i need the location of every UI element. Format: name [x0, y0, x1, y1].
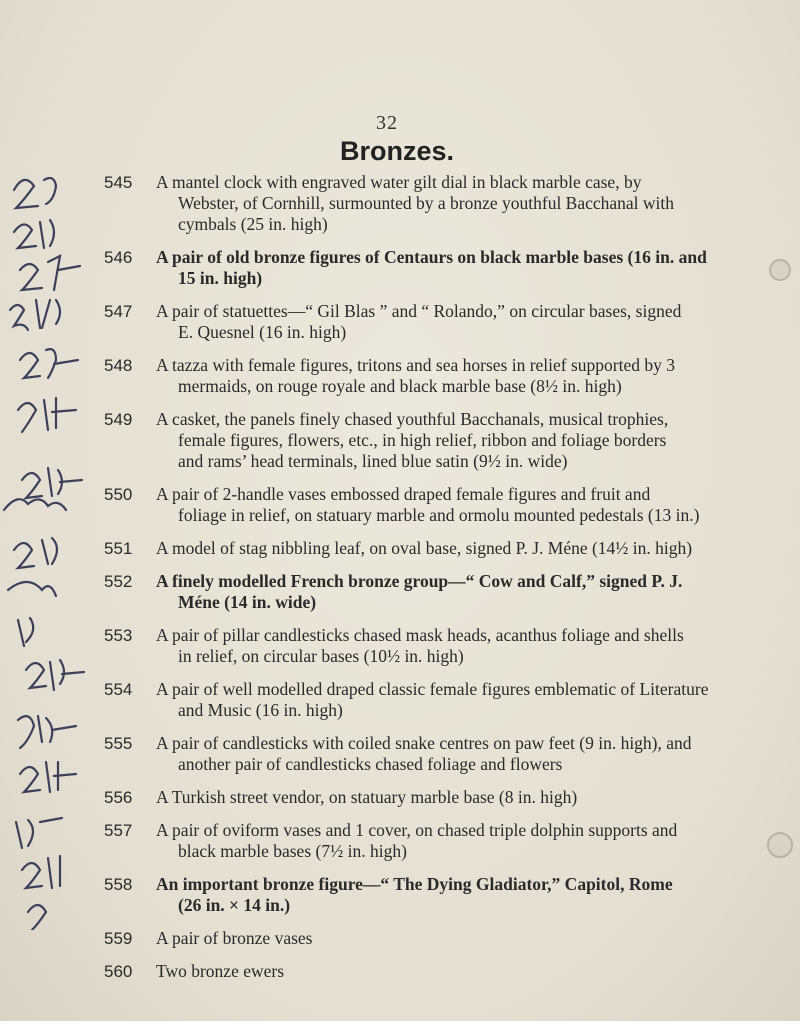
- lot-description-line: A pair of bronze vases: [156, 928, 313, 948]
- lot-number: 555: [104, 734, 133, 753]
- lot-description-line: Webster, of Cornhill, surmounted by a bronze youthful Bacchanal with: [178, 193, 675, 213]
- lot-description-line: female figures, flowers, etc., in high relief, ribbon and foliage borders: [178, 430, 667, 450]
- lot-entry: [104, 247, 744, 289]
- lot-description: [156, 172, 744, 235]
- lot-description: [156, 538, 744, 559]
- lot-description-line: A tazza with female figures, tritons and sea horses in relief supported by 3: [156, 355, 676, 375]
- lot-entry: [104, 961, 744, 982]
- lot-description: [156, 409, 744, 472]
- lot-number: 553: [104, 626, 133, 645]
- lot-number: 549: [104, 410, 133, 429]
- section-title: Bronzes.: [340, 136, 455, 166]
- lot-description: [156, 301, 744, 343]
- lot-description-line: An important bronze figure—“ The Dying Gladiator,” Capitol, Rome: [156, 874, 673, 894]
- handwritten-margin-notes: [0, 150, 100, 930]
- lot-description-line: E. Quesnel (16 in. high): [178, 322, 347, 342]
- lot-number: 554: [104, 680, 133, 699]
- lot-description: [156, 355, 744, 397]
- lot-description-line: A finely modelled French bronze group—“ Cow and Calf,” signed P. J.: [156, 571, 683, 591]
- lot-description-line: black marble bases (7½ in. high): [178, 841, 407, 861]
- lot-entry: [104, 733, 744, 775]
- lot-description-line: A pair of 2-handle vases embossed draped female figures and fruit and: [156, 484, 651, 504]
- lot-entry: [104, 409, 744, 472]
- lot-description-line: and Music (16 in. high): [178, 700, 343, 720]
- lot-description: [156, 820, 744, 862]
- lot-description: [156, 679, 744, 721]
- lot-description-line: in relief, on circular bases (10½ in. high): [178, 646, 464, 666]
- lot-description-line: Two bronze ewers: [156, 961, 285, 981]
- lot-description-line: A casket, the panels finely chased youthful Bacchanals, musical trophies,: [156, 409, 669, 429]
- lot-number: 551: [104, 539, 133, 558]
- lot-description: [156, 733, 744, 775]
- page-number: 32: [376, 112, 398, 134]
- lot-number: 547: [104, 302, 133, 321]
- lot-entry: [104, 625, 744, 667]
- lot-number: 545: [104, 173, 133, 192]
- lot-description: [156, 571, 744, 613]
- lot-description-line: another pair of candlesticks chased foliage and flowers: [178, 754, 563, 774]
- lot-number: 559: [104, 929, 133, 948]
- page-hole-mark: [760, 825, 800, 865]
- lot-number: 560: [104, 962, 133, 981]
- lot-description-line: cymbals (25 in. high): [178, 214, 328, 234]
- lot-description: [156, 247, 744, 289]
- page-hole-mark: [760, 250, 800, 290]
- lot-entry: [104, 355, 744, 397]
- lot-description: [156, 961, 744, 982]
- lot-entry: [104, 928, 744, 949]
- lot-description: [156, 625, 744, 667]
- lot-description: [156, 874, 744, 916]
- lot-list: [104, 172, 744, 994]
- lot-description: [156, 484, 744, 526]
- lot-entry: [104, 874, 744, 916]
- lot-description-line: 15 in. high): [178, 268, 263, 288]
- lot-entry: [104, 301, 744, 343]
- lot-number: 550: [104, 485, 133, 504]
- lot-description-line: Méne (14 in. wide): [178, 592, 317, 612]
- lot-description-line: A pair of statuettes—“ Gil Blas ” and “ Rolando,” on circular bases, signed: [156, 301, 682, 321]
- lot-entry: [104, 787, 744, 808]
- lot-description-line: (26 in. × 14 in.): [178, 895, 291, 915]
- lot-description: [156, 787, 744, 808]
- lot-description-line: A pair of well modelled draped classic female figures emblematic of Literature: [156, 679, 709, 699]
- lot-entry: [104, 538, 744, 559]
- lot-number: 556: [104, 788, 133, 807]
- lot-description-line: A pair of candlesticks with coiled snake centres on paw feet (9 in. high), and: [156, 733, 692, 753]
- lot-number: 557: [104, 821, 133, 840]
- lot-number: 558: [104, 875, 133, 894]
- lot-number: 548: [104, 356, 133, 375]
- lot-entry: [104, 172, 744, 235]
- lot-number: 552: [104, 572, 133, 591]
- lot-description-line: A pair of oviform vases and 1 cover, on chased triple dolphin supports and: [156, 820, 678, 840]
- lot-entry: [104, 820, 744, 862]
- lot-entry: [104, 571, 744, 613]
- lot-description-line: A model of stag nibbling leaf, on oval base, signed P. J. Méne (14½ in. high): [156, 538, 693, 558]
- lot-description-line: A pair of old bronze figures of Centaurs on black marble bases (16 in. and: [156, 247, 707, 267]
- lot-description-line: A mantel clock with engraved water gilt dial in black marble case, by: [156, 172, 642, 192]
- lot-description-line: mermaids, on rouge royale and black marble base (8½ in. high): [178, 376, 622, 396]
- lot-description-line: foliage in relief, on statuary marble and ormolu mounted pedestals (13 in.): [178, 505, 700, 525]
- lot-description-line: A pair of pillar candlesticks chased mask heads, acanthus foliage and shells: [156, 625, 684, 645]
- lot-entry: [104, 679, 744, 721]
- lot-number: 546: [104, 248, 133, 267]
- lot-description: [156, 928, 744, 949]
- lot-entry: [104, 484, 744, 526]
- lot-description-line: and rams’ head terminals, lined blue satin (9½ in. wide): [178, 451, 568, 471]
- lot-description-line: A Turkish street vendor, on statuary marble base (8 in. high): [156, 787, 578, 807]
